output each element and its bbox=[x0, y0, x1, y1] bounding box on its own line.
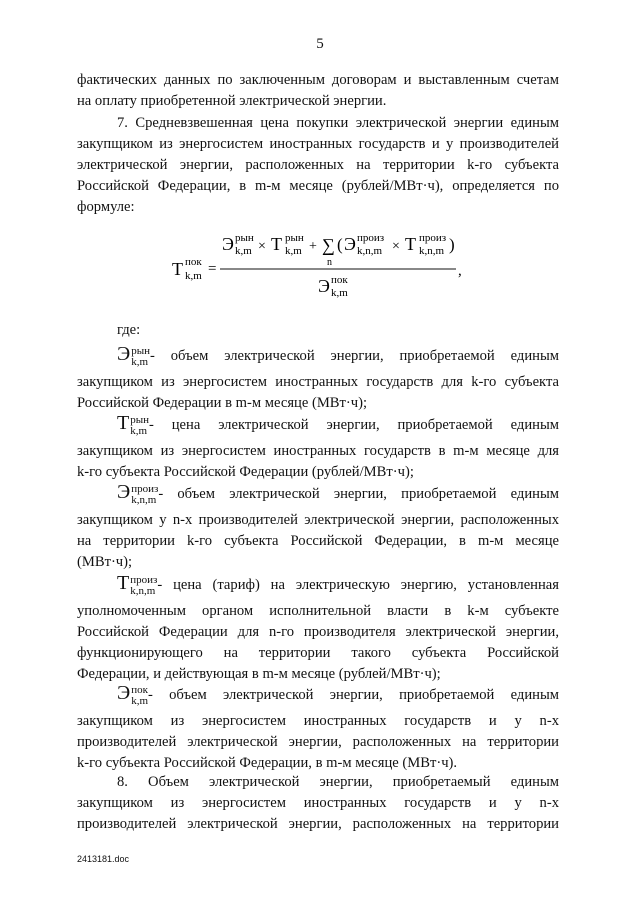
definition-symbol: Э bbox=[117, 481, 131, 503]
formula-T: Т bbox=[271, 234, 282, 254]
definition-text: - объем электрической энергии, приобретаемой единым bbox=[148, 687, 559, 703]
definition-3 bbox=[77, 482, 559, 573]
formula-eq: = bbox=[208, 261, 217, 277]
formula-sub: k,n,m bbox=[357, 245, 383, 257]
text-line: производителей электрической энергии, расположенных на территории bbox=[77, 733, 559, 750]
formula-sub: k,m bbox=[235, 245, 252, 257]
footer-filename: 2413181.doc bbox=[77, 854, 130, 864]
formula-sum-index: n bbox=[327, 257, 332, 268]
definition-sub: k,m bbox=[130, 424, 148, 437]
where-label: где: bbox=[117, 322, 141, 338]
text-line: 8. Объем электрической энергии, приобретаемый единым bbox=[117, 774, 559, 790]
text-line: закупщиком из энергосистем иностранных государств и у производителей bbox=[77, 136, 559, 152]
intro-paragraph bbox=[77, 70, 559, 112]
text-line: на территории k-го субъекта Российской Федерации, в m-м месяце bbox=[77, 532, 559, 549]
text-line: электрической энергии, расположенных на территории k-го субъекта bbox=[77, 157, 559, 173]
text-line: (МВт·ч); bbox=[77, 553, 133, 570]
text-line: k-го субъекта Российской Федерации, в m-м месяце (МВт·ч). bbox=[77, 754, 458, 771]
definition-sup: рын bbox=[131, 344, 150, 357]
text-line: закупщиком из энергосистем иностранных государств в m-м месяце для bbox=[77, 442, 559, 459]
where-label-block bbox=[77, 320, 559, 341]
definition-text: - объем электрической энергии, приобретаемой единым bbox=[158, 486, 559, 502]
text-line: Российской Федерации в m-м месяце (МВт·ч); bbox=[77, 394, 368, 411]
text-line: фактических данных по заключенным договорам и выставленным счетам bbox=[77, 72, 559, 88]
text-line: Российской Федерации, в m-м месяце (рублей/МВт·ч), определяется по bbox=[77, 178, 559, 194]
text-line: 7. Средневзвешенная цена покупки электрической энергии единым bbox=[117, 115, 559, 131]
formula-sub: k,m bbox=[285, 245, 302, 257]
definition-sub: k,n,m bbox=[131, 493, 157, 506]
definition-4 bbox=[77, 573, 559, 685]
formula-plus: + bbox=[309, 239, 317, 254]
formula-paren: ) bbox=[449, 235, 455, 254]
definition-sub: k,m bbox=[131, 355, 149, 368]
definition-5 bbox=[77, 683, 559, 774]
formula-sup: рын bbox=[285, 232, 304, 244]
formula-E: Э bbox=[222, 234, 234, 254]
formula-sub: k,m bbox=[331, 287, 348, 299]
formula-comma: , bbox=[458, 263, 462, 279]
price-formula bbox=[0, 230, 640, 300]
definition-first-line bbox=[77, 344, 559, 368]
text-line: уполномоченным органом исполнительной власти в k-м субъекте bbox=[77, 602, 559, 619]
text-line: закупщиком у n-х производителей электрической энергии, расположенных bbox=[77, 511, 559, 528]
formula-sup: пок bbox=[185, 256, 202, 268]
text-line: закупщиком из энергосистем иностранных государств и у n-х bbox=[77, 795, 559, 811]
definition-symbol: Э bbox=[117, 682, 131, 704]
definition-sup: пок bbox=[131, 683, 148, 696]
definition-sup: произ bbox=[130, 573, 158, 586]
formula-T: Т bbox=[172, 259, 183, 279]
text-line: производителей электрической энергии, расположенных на территории bbox=[77, 816, 559, 832]
text-line: закупщиком из энергосистем иностранных государств и у n-х bbox=[77, 712, 559, 729]
definition-text: - объем электрической энергии, приобретаемой единым bbox=[149, 348, 559, 364]
definition-sup: рын bbox=[130, 413, 149, 426]
formula-sub: k,n,m bbox=[419, 245, 445, 257]
definition-symbol: Т bbox=[117, 572, 130, 594]
definition-first-line bbox=[77, 683, 559, 707]
formula-sup: произ bbox=[419, 232, 447, 244]
text-line: Российской Федерации для n-го производителя электрической энергии, bbox=[77, 623, 559, 640]
formula-times: × bbox=[392, 239, 400, 254]
definition-1 bbox=[77, 344, 559, 414]
definition-sup: произ bbox=[131, 482, 159, 495]
paragraph-7 bbox=[77, 113, 559, 218]
text-line: закупщиком из энергосистем иностранных государств для k-го субъекта bbox=[77, 373, 559, 390]
formula-svg bbox=[0, 230, 640, 300]
formula-sup: рын bbox=[235, 232, 254, 244]
definition-sub: k,n,m bbox=[130, 584, 156, 597]
definition-text: - цена электрической энергии, приобретаемой единым bbox=[149, 417, 559, 433]
text-line: k-го субъекта Российской Федерации (рублей/МВт·ч); bbox=[77, 463, 414, 480]
text-line: Федерации, и действующая в m-м месяце (рублей/МВт·ч); bbox=[77, 665, 441, 682]
formula-E: Э bbox=[318, 276, 330, 296]
formula-sup: пок bbox=[331, 274, 348, 286]
definition-symbol: Т bbox=[117, 412, 130, 434]
formula-sub: k,m bbox=[185, 270, 202, 282]
text-line: формуле: bbox=[77, 199, 135, 215]
definition-first-line bbox=[77, 413, 559, 437]
formula-T: Т bbox=[405, 234, 416, 254]
page-number: 5 bbox=[316, 36, 324, 52]
definition-text: - цена (тариф) на электрическую энергию, установленная bbox=[157, 577, 559, 593]
formula-times: × bbox=[258, 239, 266, 254]
definition-symbol: Э bbox=[117, 343, 131, 365]
formula-paren: ( bbox=[337, 235, 343, 254]
text-line: функционирующего на территории такого субъекта Российской bbox=[77, 644, 559, 661]
definition-first-line bbox=[77, 573, 559, 597]
formula-sum: ∑ bbox=[322, 235, 335, 255]
definition-first-line bbox=[77, 482, 559, 506]
definition-sub: k,m bbox=[131, 694, 149, 707]
formula-E: Э bbox=[344, 234, 356, 254]
formula-sup: произ bbox=[357, 232, 385, 244]
text-line: на оплату приобретенной электрической энергии. bbox=[77, 93, 387, 109]
definition-2 bbox=[77, 413, 559, 483]
paragraph-8 bbox=[77, 772, 559, 835]
